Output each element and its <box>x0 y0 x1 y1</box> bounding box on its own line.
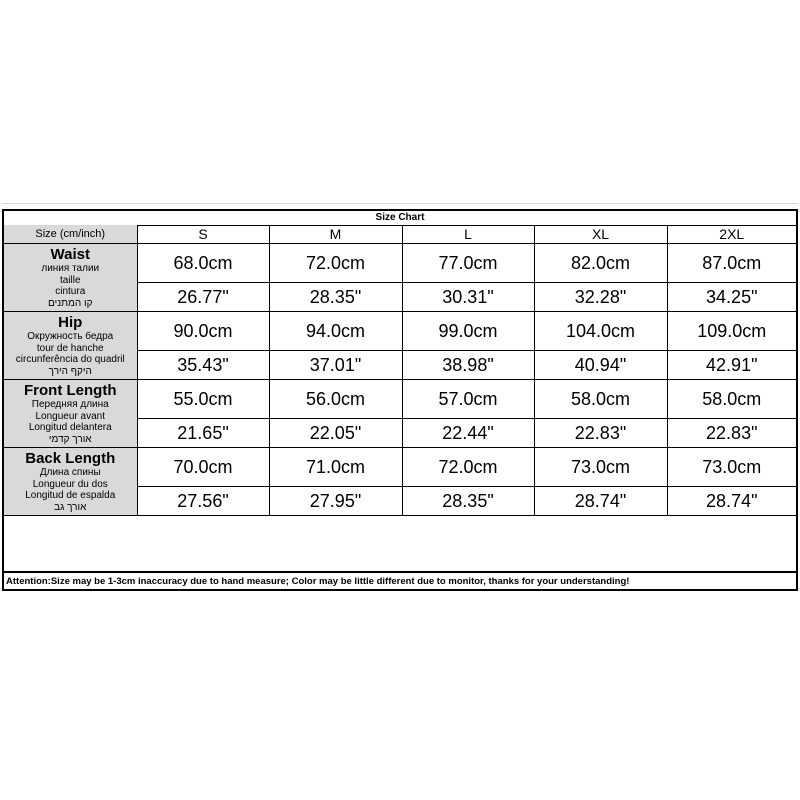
value-inch: 22.83" <box>667 419 796 448</box>
value-cm: 77.0cm <box>402 244 534 283</box>
value-cm: 57.0cm <box>402 380 534 419</box>
value-cm: 71.0cm <box>269 448 402 487</box>
measure-translation: Longitud delantera <box>28 422 112 434</box>
value-inch: 35.43" <box>137 351 269 380</box>
value-inch: 22.83" <box>534 419 667 448</box>
measure-translation: היקף הירך <box>48 365 92 377</box>
measure-row-cm <box>4 448 796 487</box>
value-cm: 99.0cm <box>402 312 534 351</box>
size-header-m: M <box>269 225 402 244</box>
value-inch: 22.05" <box>269 419 402 448</box>
value-cm: 87.0cm <box>667 244 796 283</box>
measure-translation: Longueur avant <box>35 410 105 422</box>
measure-label-cell <box>4 380 137 448</box>
measure-row-cm <box>4 312 796 351</box>
size-chart-table <box>4 225 796 516</box>
size-header-2xl: 2XL <box>667 225 796 244</box>
value-cm: 68.0cm <box>137 244 269 283</box>
measure-name: Waist <box>50 245 90 263</box>
header-row <box>4 225 796 244</box>
value-inch: 40.94" <box>534 351 667 380</box>
measure-translation: אורך קדמי <box>48 433 92 445</box>
value-cm: 72.0cm <box>402 448 534 487</box>
measure-name: Front Length <box>24 381 117 399</box>
value-inch: 27.56" <box>137 487 269 516</box>
value-inch: 27.95" <box>269 487 402 516</box>
measure-translation: Longitud de espalda <box>25 490 116 502</box>
value-cm: 58.0cm <box>534 380 667 419</box>
value-cm: 58.0cm <box>667 380 796 419</box>
measure-translation: Длина спины <box>39 467 101 479</box>
attention-note: Attention:Size may be 1-3cm inaccuracy due to hand measure; Color may be little different due to monitor, thanks for your understanding! <box>4 571 796 589</box>
value-inch: 28.74" <box>534 487 667 516</box>
value-cm: 82.0cm <box>534 244 667 283</box>
measure-translation: Окружность бедра <box>27 331 114 343</box>
value-inch: 21.65" <box>137 419 269 448</box>
value-cm: 90.0cm <box>137 312 269 351</box>
measure-translation: линия талии <box>41 263 100 275</box>
value-cm: 73.0cm <box>667 448 796 487</box>
value-inch: 38.98" <box>402 351 534 380</box>
measure-translation: tour de hanche <box>36 342 104 354</box>
value-cm: 73.0cm <box>534 448 667 487</box>
measure-translation: circunferência do quadril <box>15 354 125 366</box>
value-inch: 28.35" <box>402 487 534 516</box>
measure-row-cm <box>4 380 796 419</box>
value-inch: 28.35" <box>269 283 402 312</box>
value-inch: 30.31" <box>402 283 534 312</box>
value-cm: 56.0cm <box>269 380 402 419</box>
size-chart-sheet <box>2 209 798 591</box>
measure-translation: Longueur du dos <box>32 478 108 490</box>
measure-row-cm <box>4 244 796 283</box>
value-cm: 70.0cm <box>137 448 269 487</box>
measure-label-cell <box>4 312 137 380</box>
value-inch: 32.28" <box>534 283 667 312</box>
chart-title: Size Chart <box>4 211 796 226</box>
size-header-s: S <box>137 225 269 244</box>
size-header-l: L <box>402 225 534 244</box>
value-cm: 55.0cm <box>137 380 269 419</box>
measure-translation: Передняя длина <box>31 399 109 411</box>
measure-label-cell <box>4 244 137 312</box>
measure-translation: cintura <box>55 286 86 298</box>
value-inch: 34.25" <box>667 283 796 312</box>
value-cm: 72.0cm <box>269 244 402 283</box>
value-inch: 26.77" <box>137 283 269 312</box>
measure-label-cell <box>4 448 137 516</box>
measure-translation: קו המתנים <box>48 297 93 309</box>
value-inch: 28.74" <box>667 487 796 516</box>
measure-name: Hip <box>58 313 83 331</box>
value-inch: 22.44" <box>402 419 534 448</box>
size-unit-label: Size (cm/inch) <box>4 225 137 244</box>
measure-translation: taille <box>59 274 81 286</box>
value-inch: 37.01" <box>269 351 402 380</box>
size-header-xl: XL <box>534 225 667 244</box>
value-cm: 104.0cm <box>534 312 667 351</box>
measure-translation: אורך גב <box>54 501 87 513</box>
measure-name: Back Length <box>25 449 116 467</box>
value-cm: 94.0cm <box>269 312 402 351</box>
value-cm: 109.0cm <box>667 312 796 351</box>
value-inch: 42.91" <box>667 351 796 380</box>
